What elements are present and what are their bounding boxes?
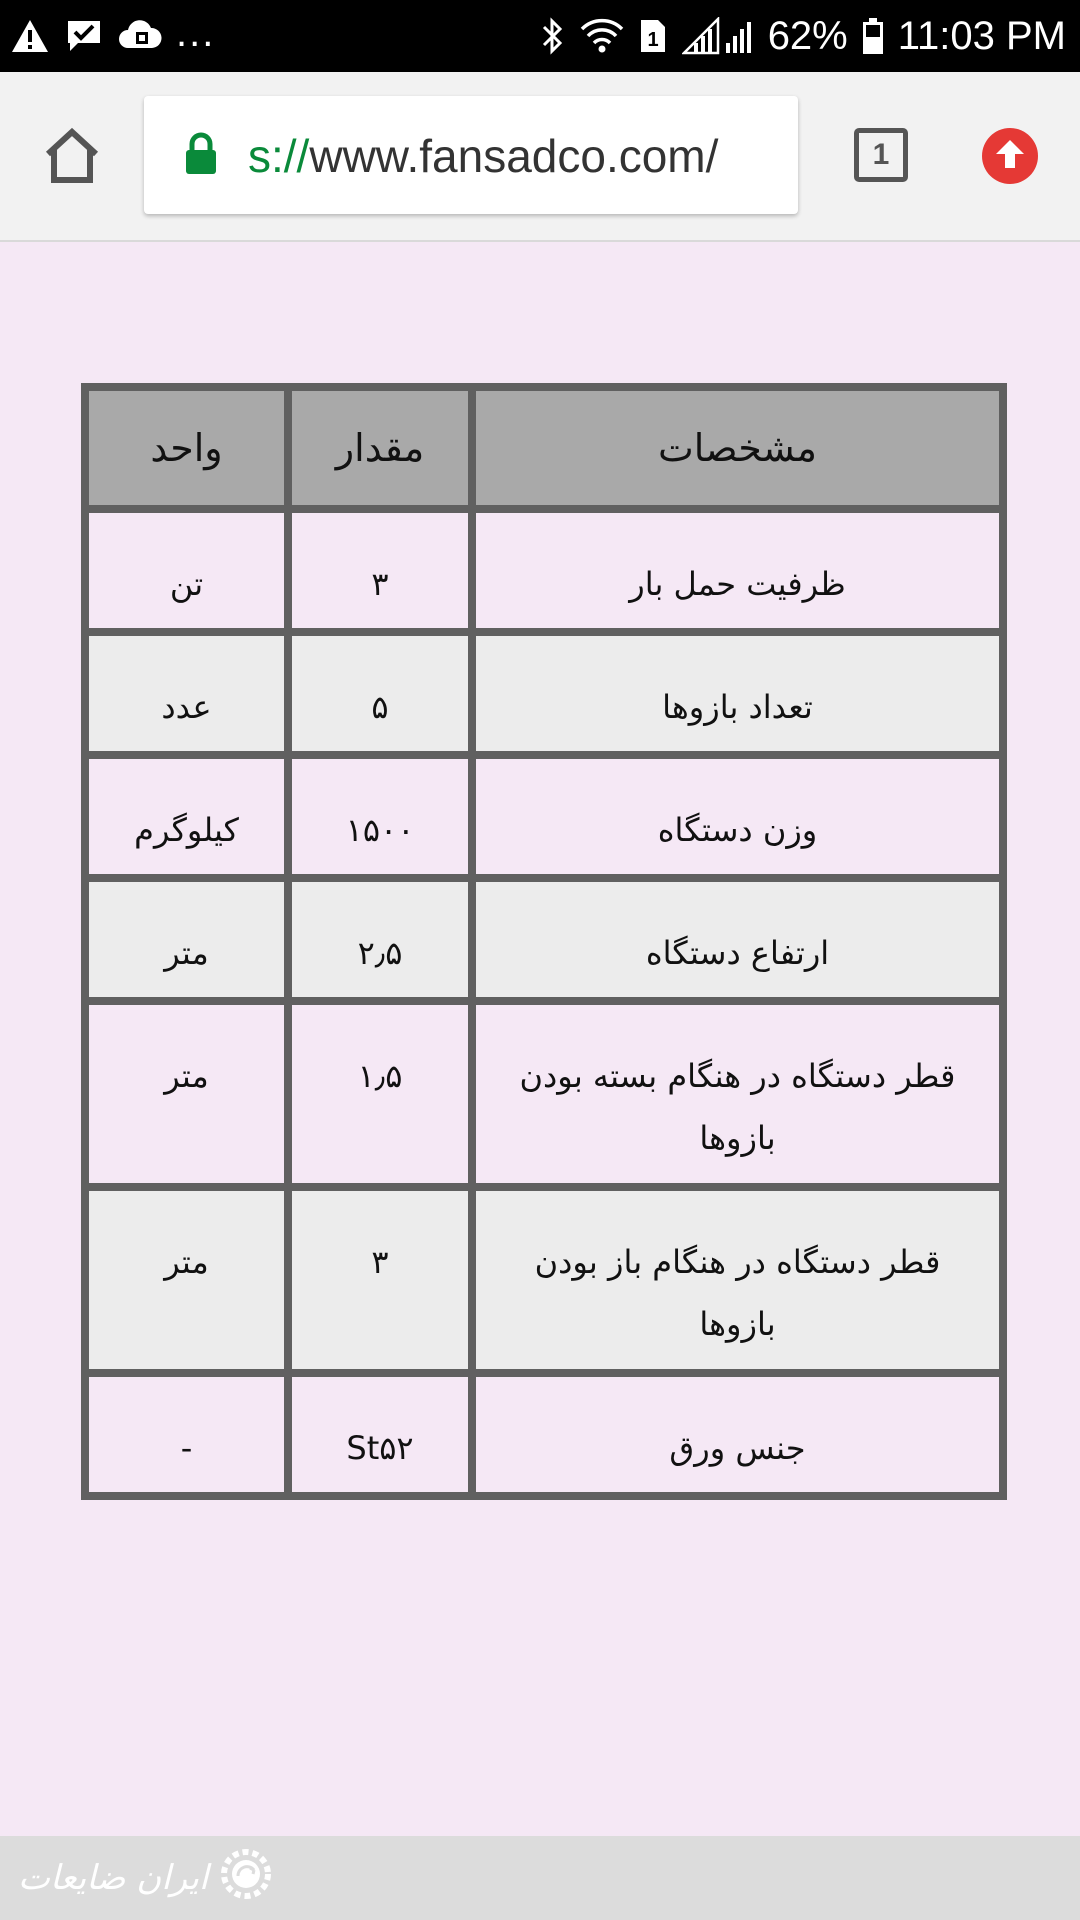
warning-icon [10, 18, 50, 54]
row-property: قطر دستگاه در هنگام باز بودن بازوها [472, 1187, 1003, 1373]
row-value: ۳ [288, 1187, 472, 1373]
row-value: ۳ [288, 509, 472, 632]
row-property: ارتفاع دستگاه [472, 878, 1003, 1001]
row-unit: کیلوگرم [85, 755, 288, 878]
url-domain: www.fansadco.com/ [309, 130, 719, 182]
notification-overflow: ... [176, 10, 216, 55]
row-value: ۱۵۰۰ [288, 755, 472, 878]
home-button[interactable] [40, 124, 104, 188]
message-icon [64, 18, 104, 54]
table-row [85, 509, 1003, 632]
table-row [85, 1001, 1003, 1187]
lock-icon [184, 132, 218, 176]
row-property: وزن دستگاه [472, 755, 1003, 878]
row-property: تعداد بازوها [472, 632, 1003, 755]
clock: 11:03 PM [897, 13, 1066, 58]
row-unit: عدد [85, 632, 288, 755]
row-unit: متر [85, 1001, 288, 1187]
row-value: ۵ [288, 632, 472, 755]
row-unit: متر [85, 1187, 288, 1373]
url-scheme: s:// [248, 130, 310, 182]
status-bar-left [10, 10, 216, 58]
row-unit: تن [85, 509, 288, 632]
row-value: St۵۲ [288, 1373, 472, 1496]
row-property: جنس ورق [472, 1373, 1003, 1496]
cloud-icon [118, 18, 162, 54]
row-property: قطر دستگاه در هنگام بسته بودن بازوها [472, 1001, 1003, 1187]
row-unit: - [85, 1373, 288, 1496]
sim-icon [638, 17, 668, 55]
header-property: مشخصات [472, 387, 1003, 509]
upload-button[interactable] [982, 128, 1038, 184]
battery-percent: 62% [767, 13, 848, 58]
home-icon [40, 173, 104, 192]
recycle-gear-icon [216, 1844, 276, 1913]
status-bar-right [540, 14, 1066, 58]
browser-toolbar [0, 72, 1080, 242]
table-row [85, 878, 1003, 1001]
row-unit: متر [85, 878, 288, 1001]
status-bar [0, 0, 1080, 72]
row-value: ۲٫۵ [288, 878, 472, 1001]
spec-table [81, 383, 1007, 1500]
table-row [85, 755, 1003, 878]
table-row [85, 632, 1003, 755]
address-bar[interactable] [144, 96, 798, 214]
watermark [18, 1848, 276, 1908]
svg-text:1: 1 [647, 29, 659, 51]
row-value: ۱٫۵ [288, 1001, 472, 1187]
header-value: مقدار [288, 387, 472, 509]
footer-bar [0, 1836, 1080, 1920]
table-row [85, 1187, 1003, 1373]
table-header-row [85, 387, 1003, 509]
table-row [85, 1373, 1003, 1496]
bluetooth-icon [540, 16, 566, 56]
tab-switcher-button[interactable]: 1 [854, 128, 908, 182]
header-unit: واحد [85, 387, 288, 509]
wifi-icon [580, 17, 624, 55]
row-property: ظرفیت حمل بار [472, 509, 1003, 632]
watermark-text: ایران ضایعات [18, 1858, 209, 1898]
signal-icon [682, 17, 754, 55]
url-text[interactable] [248, 126, 788, 186]
battery-icon [862, 17, 884, 55]
